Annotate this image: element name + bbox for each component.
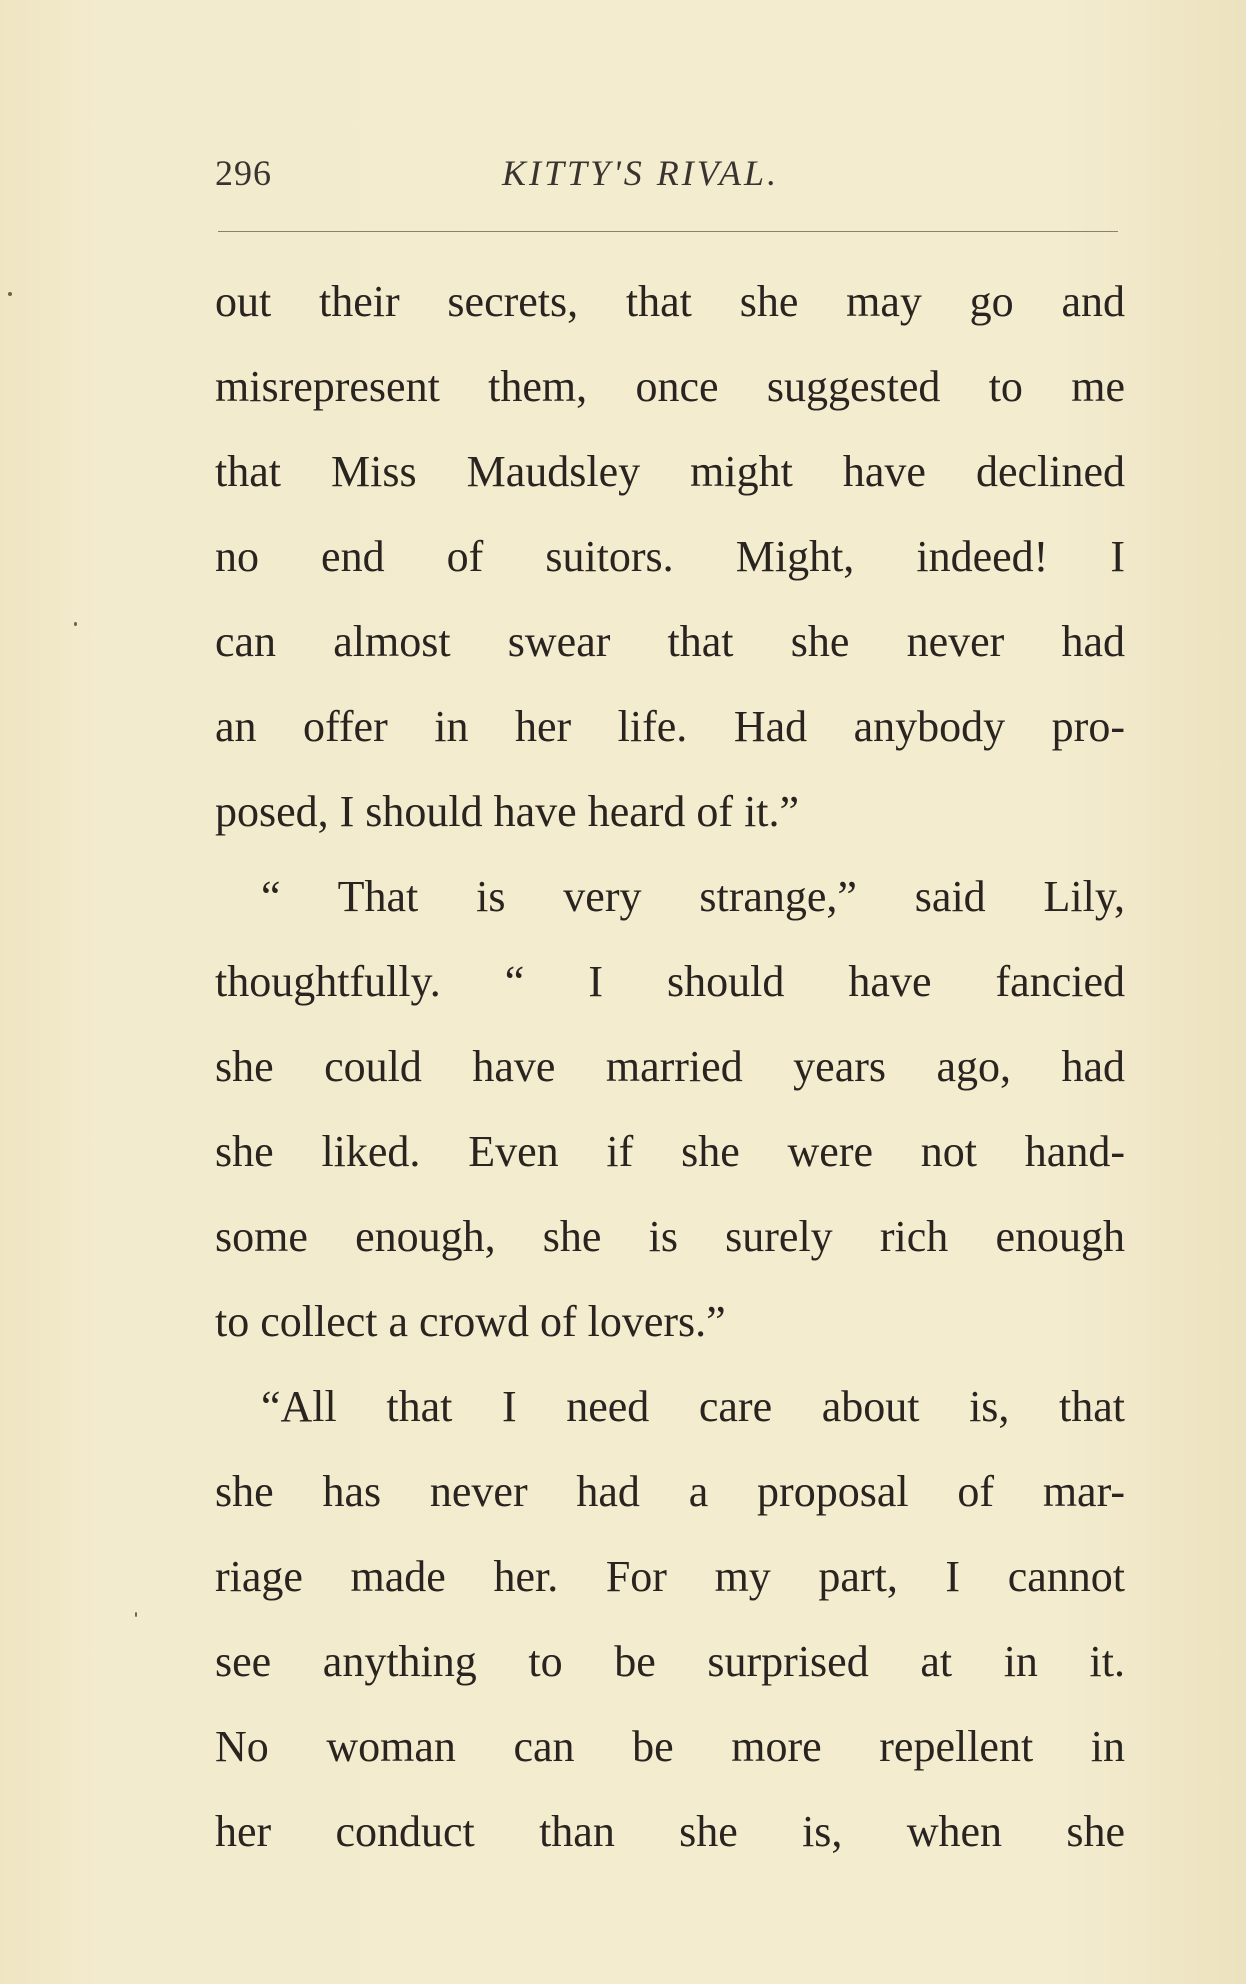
text-line: no end of suitors. Might, indeed! I [215, 532, 1125, 581]
text-line: can almost swear that she never had [215, 617, 1125, 666]
paper-speck [135, 1612, 137, 1617]
text-line: she liked. Even if she were not hand- [215, 1127, 1125, 1176]
paper-speck [8, 292, 12, 296]
text-line: some enough, she is surely rich enough [215, 1212, 1125, 1261]
text-line: No woman can be more repellent in [215, 1722, 1125, 1771]
page-number: 296 [215, 153, 272, 193]
text-line: an offer in her life. Had anybody pro- [215, 702, 1125, 751]
header-rule [218, 231, 1118, 232]
text-line: out their secrets, that she may go and [215, 277, 1125, 326]
body-text [215, 268, 1125, 1883]
text-line: misrepresent them, once suggested to me [215, 362, 1125, 411]
text-line: “All that I need care about is, that [261, 1382, 1125, 1431]
text-line: thoughtfully. “ I should have fancied [215, 957, 1125, 1006]
paper-speck [74, 622, 77, 626]
page-header [215, 152, 1120, 212]
running-title: KITTY'S RIVAL. [502, 153, 780, 193]
text-line: posed, I should have heard of it.” [215, 787, 800, 836]
text-line: “ That is very strange,” said Lily, [261, 872, 1125, 921]
text-line: she has never had a proposal of mar- [215, 1467, 1125, 1516]
text-line: riage made her. For my part, I cannot [215, 1552, 1125, 1601]
text-line: that Miss Maudsley might have declined [215, 447, 1125, 496]
text-line: see anything to be surprised at in it. [215, 1637, 1125, 1686]
text-line: she could have married years ago, had [215, 1042, 1125, 1091]
text-line: her conduct than she is, when she [215, 1807, 1125, 1856]
text-line: to collect a crowd of lovers.” [215, 1297, 726, 1346]
